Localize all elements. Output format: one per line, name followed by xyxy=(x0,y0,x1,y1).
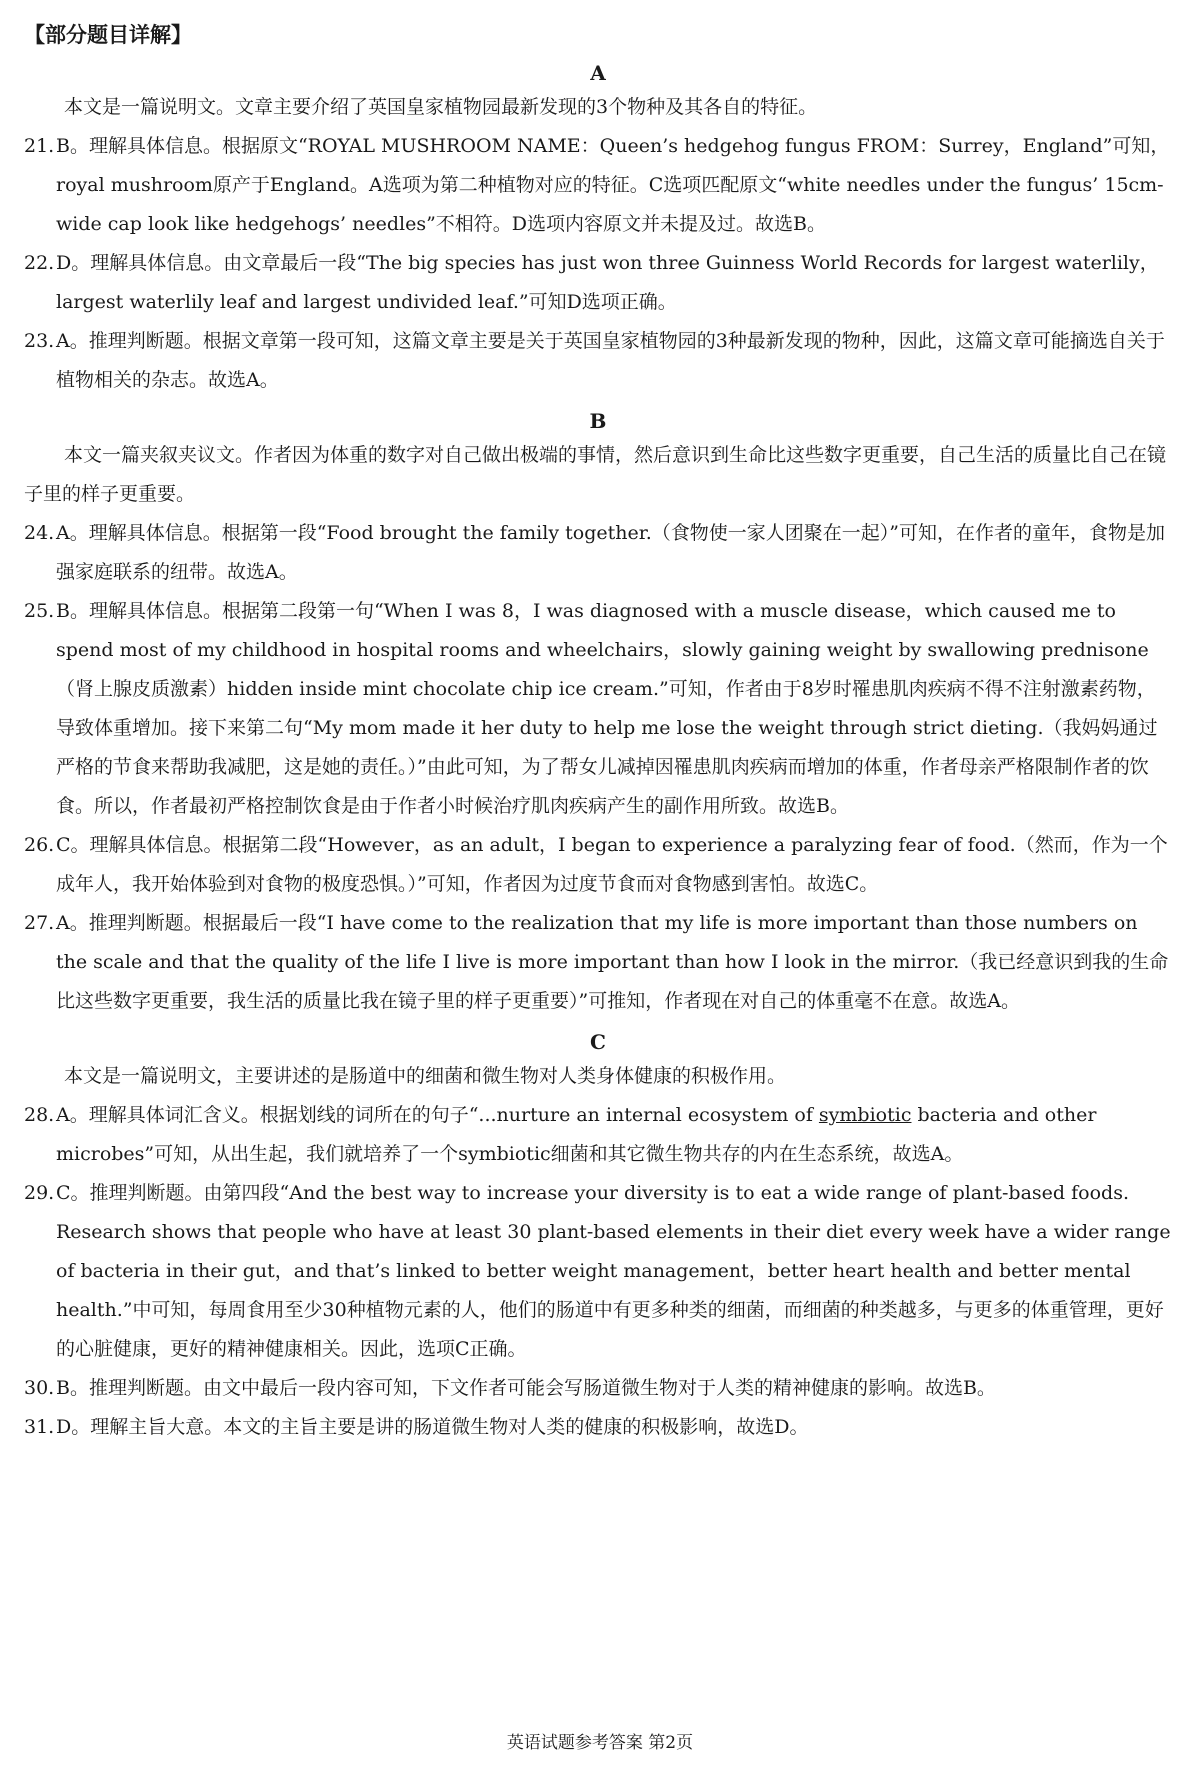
answer-text: A。推理判断题。根据最后一段“I have come to the realization that my life is more important than those numbers on the scale and that the quality of the life I live is more important than how I look in the mirror.（我已经意识到我的生命比这些数字更重要，我生活的质量比我在镜子里的样子更重要）”可推知，作者现在对自己的体重毫不在意。故选A。 xyxy=(56,912,1169,1012)
answer-text: C。理解具体信息。根据第二段“However，as an adult，I began to experience a paralyzing fear of food.（然而，作为一个成年人，我开始体验到对食物的极度恐惧。）”可知，作者因为过度节食而对食物感到害怕。故选C。 xyxy=(56,834,1168,895)
section-a-intro: 本文是一篇说明文。文章主要介绍了英国皇家植物园最新发现的3个物种及其各自的特征。 xyxy=(64,96,818,118)
answer-item-29 xyxy=(24,1174,1172,1369)
answer-text: D。理解具体信息。由文章最后一段“The big species has just won three Guinness World Records for largest waterlily，largest waterlily leaf and largest undivided leaf.”可知D选项正确。 xyxy=(56,252,1159,313)
answer-item-28 xyxy=(24,1096,1172,1174)
answer-text: D。理解主旨大意。本文的主旨主要是讲的肠道微生物对人类的健康的积极影响，故选D。 xyxy=(56,1416,809,1438)
answer-text-after: bacteria and other microbes”可知，从出生起，我们就培养了一个symbiotic细菌和其它微生物共存的内在生态系统，故选A。 xyxy=(56,1104,1097,1165)
answer-text-before: A。理解具体词汇含义。根据划线的词所在的句子“...nurture an internal ecosystem of xyxy=(56,1104,819,1126)
page-header: 【部分题目详解】 xyxy=(24,23,192,47)
answer-item-27 xyxy=(24,904,1172,1021)
section-b-intro: 本文一篇夹叙夹议文。作者因为体重的数字对自己做出极端的事情，然后意识到生命比这些数字更重要，自己生活的质量比自己在镜子里的样子更重要。 xyxy=(24,444,1167,505)
question-number: 28. xyxy=(24,1104,55,1126)
answer-text: A。推理判断题。根据文章第一段可知，这篇文章主要是关于英国皇家植物园的3种最新发现的物种，因此，这篇文章可能摘选自关于植物相关的杂志。故选A。 xyxy=(56,330,1165,391)
question-number: 31. xyxy=(24,1416,55,1438)
section-a xyxy=(24,58,1172,400)
answer-item-25 xyxy=(24,592,1172,826)
section-b-title: B xyxy=(589,409,607,433)
question-number: 24. xyxy=(24,522,55,544)
answer-item-31 xyxy=(24,1408,1172,1447)
page-footer: 英语试题参考答案 第2页 xyxy=(506,1733,694,1753)
section-c-intro: 本文是一篇说明文，主要讲述的是肠道中的细菌和微生物对人类身体健康的积极作用。 xyxy=(64,1065,787,1087)
question-number: 27. xyxy=(24,912,55,934)
answer-text: C。推理判断题。由第四段“And the best way to increase your diversity is to eat a wide range of plant-based foods. Research shows that people who have at least 30 plant-based elements in their diet every week have a wider range of bacteria in their gut，and that’s linked to better weight management，better heart health and better mental health.”中可知，每周食用至少30种植物元素的人，他们的肠道中有更多种类的细菌，而细菌的种类越多，与更多的体重管理，更好的心脏健康，更好的精神健康相关。因此，选项C正确。 xyxy=(56,1182,1171,1360)
answer-item-23 xyxy=(24,322,1172,400)
answer-item-24 xyxy=(24,514,1172,592)
section-c xyxy=(24,1027,1172,1447)
question-number: 29. xyxy=(24,1182,55,1204)
question-number: 26. xyxy=(24,834,55,856)
answer-text: B。推理判断题。由文中最后一段内容可知，下文作者可能会写肠道微生物对于人类的精神健康的影响。故选B。 xyxy=(56,1377,996,1399)
question-number: 21. xyxy=(24,135,55,157)
question-number: 22. xyxy=(24,252,55,274)
question-number: 23. xyxy=(24,330,55,352)
answer-item-22 xyxy=(24,244,1172,322)
section-c-title: C xyxy=(590,1030,606,1054)
answer-item-30 xyxy=(24,1369,1172,1408)
section-a-title: A xyxy=(590,61,606,85)
answer-text: A。理解具体信息。根据第一段“Food brought the family together.（食物使一家人团聚在一起）”可知，在作者的童年，食物是加强家庭联系的纽带。故选A。 xyxy=(56,522,1165,583)
answer-item-21 xyxy=(24,127,1172,244)
question-number: 30. xyxy=(24,1377,55,1399)
answer-text: B。理解具体信息。根据第二段第一句“When I was 8，I was diagnosed with a muscle disease，which caused me to spend most of my childhood in hospital rooms and wheelchairs，slowly gaining weight by swallowing prednisone（肾上腺皮质激素）hidden inside mint chocolate chip ice cream.”可知，作者由于8岁时罹患肌肉疾病不得不注射激素药物，导致体重增加。接下来第二句“My mom made it her duty to help me lose the weight through strict dieting.（我妈妈通过严格的节食来帮助我减肥，这是她的责任。）”由此可知，为了帮女儿减掉因罹患肌肉疾病而增加的体重，作者母亲严格限制作者的饮食。所以，作者最初严格控制饮食是由于作者小时候治疗肌肉疾病产生的副作用所致。故选B。 xyxy=(56,600,1158,817)
answer-text: B。理解具体信息。根据原文“ROYAL MUSHROOM NAME：Queen’s hedgehog fungus FROM：Surrey，England”可知，royal mushroom原产于England。A选项为第二种植物对应的特征。C选项匹配原文“white needles under the fungus’ 15cm-wide cap look like hedgehogs’ needles”不相符。D选项内容原文并未提及过。故选B。 xyxy=(56,135,1170,235)
underlined-word: symbiotic xyxy=(818,1104,912,1126)
answer-item-26 xyxy=(24,826,1172,904)
question-number: 25. xyxy=(24,600,55,622)
section-b xyxy=(24,406,1172,1021)
